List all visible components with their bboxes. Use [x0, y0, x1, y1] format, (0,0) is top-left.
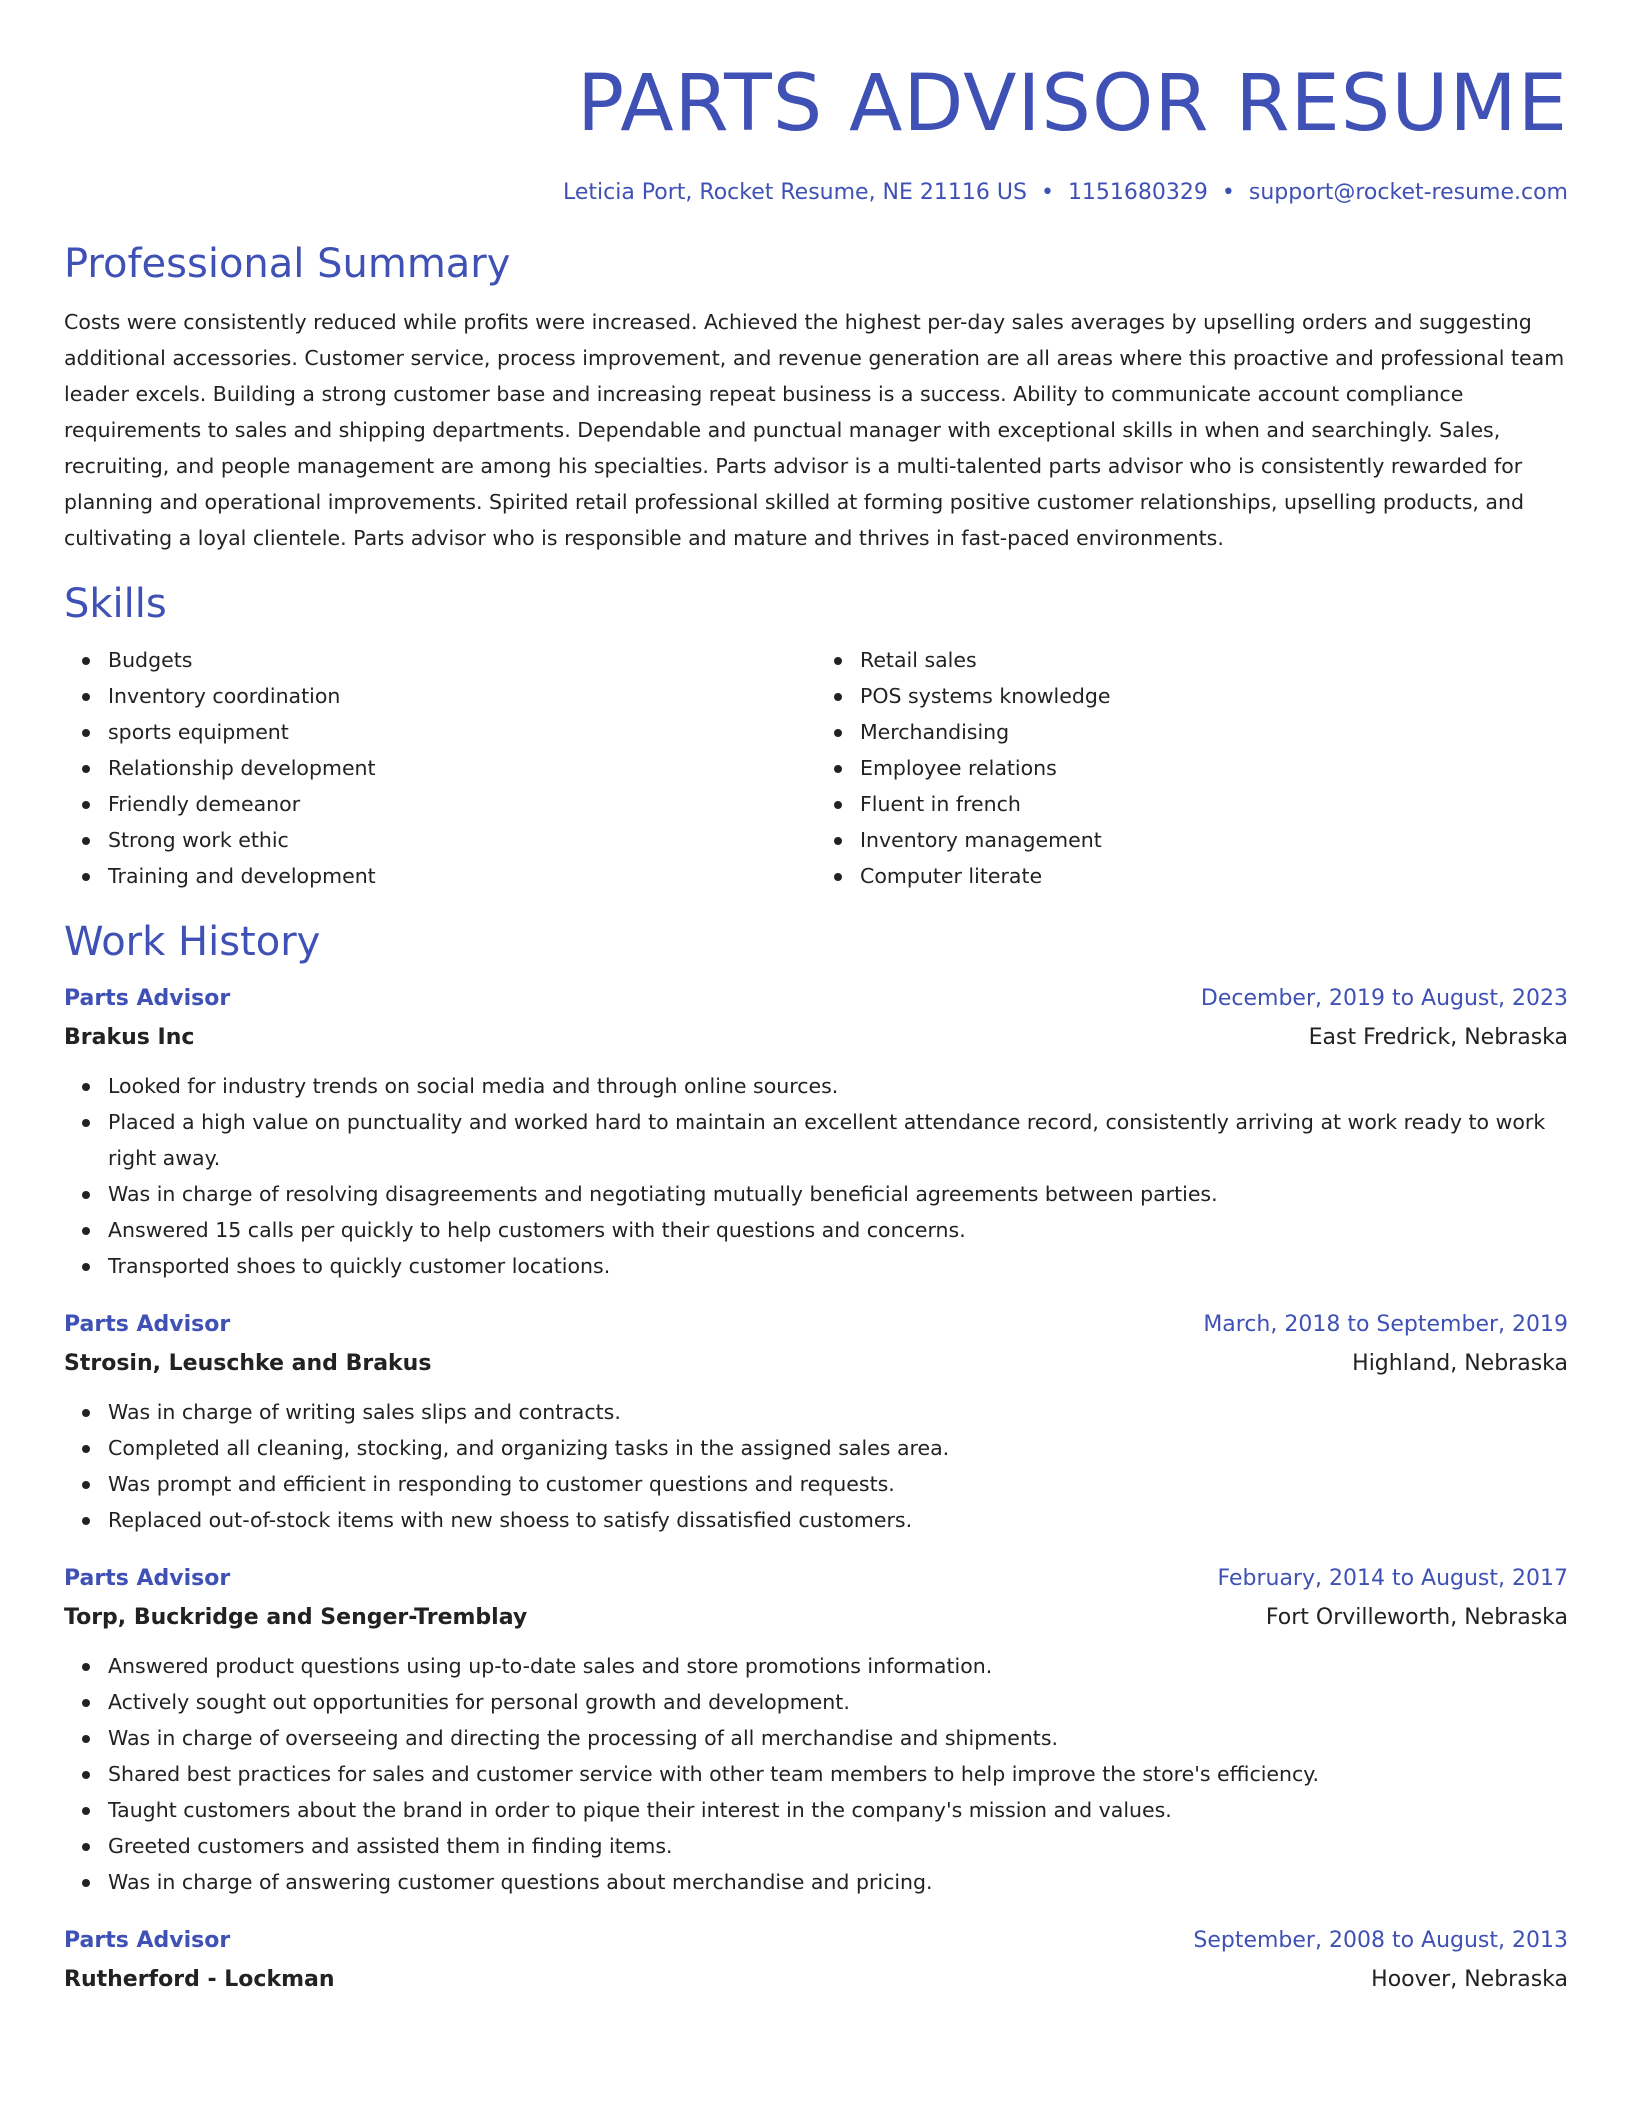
- job-dates: March, 2018 to September, 2019: [1203, 1312, 1568, 1337]
- skill-item: Merchandising: [860, 714, 1568, 750]
- job-location: East Fredrick, Nebraska: [1308, 1025, 1568, 1050]
- job-company-row: [64, 1344, 1568, 1384]
- job-title: Parts Advisor: [64, 1928, 231, 1953]
- job-bullets: [64, 1648, 1568, 1900]
- job-bullets: [64, 1394, 1568, 1538]
- job-company: Rutherford - Lockman: [64, 1967, 335, 1992]
- job-dates: December, 2019 to August, 2023: [1200, 986, 1568, 1011]
- job-bullet: Greeted customers and assisted them in finding items.: [108, 1828, 1568, 1864]
- job-entry: [64, 1560, 1568, 1900]
- job-bullet: Actively sought out opportunities for personal growth and development.: [108, 1684, 1568, 1720]
- job-dates: September, 2008 to August, 2013: [1193, 1928, 1568, 1953]
- contact-line: [64, 178, 1568, 208]
- contact-phone: 1151680329: [1067, 180, 1208, 205]
- job-bullet: Was in charge of writing sales slips and contracts.: [108, 1394, 1568, 1430]
- skill-item: Retail sales: [860, 642, 1568, 678]
- job-bullet: Was in charge of resolving disagreements and negotiating mutually beneficial agreements between parties.: [108, 1176, 1568, 1212]
- job-bullet: Was prompt and efficient in responding to customer questions and requests.: [108, 1466, 1568, 1502]
- job-company: Brakus Inc: [64, 1025, 195, 1050]
- skill-item: Inventory management: [860, 822, 1568, 858]
- skills-heading: Skills: [64, 581, 167, 627]
- job-location: Highland, Nebraska: [1352, 1351, 1568, 1376]
- job-bullet: Replaced out-of-stock items with new shoess to satisfy dissatisfied customers.: [108, 1502, 1568, 1538]
- summary-heading: Professional Summary: [64, 241, 511, 287]
- skill-item: Relationship development: [108, 750, 816, 786]
- job-location: Fort Orvilleworth, Nebraska: [1265, 1605, 1568, 1630]
- resume-title: PARTS ADVISOR RESUME: [577, 59, 1568, 149]
- job-bullet: Completed all cleaning, stocking, and organizing tasks in the assigned sales area.: [108, 1430, 1568, 1466]
- job-bullet: Shared best practices for sales and customer service with other team members to help improve the store's efficiency.: [108, 1756, 1568, 1792]
- job-bullet: Answered product questions using up-to-date sales and store promotions information.: [108, 1648, 1568, 1684]
- skill-item: Computer literate: [860, 858, 1568, 894]
- skill-item: Inventory coordination: [108, 678, 816, 714]
- contact-address: Leticia Port, Rocket Resume, NE 21116 US: [562, 180, 1027, 205]
- work-history-heading: Work History: [64, 919, 321, 965]
- skills-list-left: [64, 642, 816, 894]
- job-company-row: [64, 1018, 1568, 1058]
- job-entry: [64, 1306, 1568, 1538]
- job-bullet: Taught customers about the brand in order to pique their interest in the company's mission and values.: [108, 1792, 1568, 1828]
- job-header-row: [64, 1922, 1568, 1960]
- skill-item: Fluent in french: [860, 786, 1568, 822]
- job-dates: February, 2014 to August, 2017: [1217, 1566, 1568, 1591]
- skill-item: Strong work ethic: [108, 822, 816, 858]
- job-entry: [64, 980, 1568, 1284]
- skill-item: POS systems knowledge: [860, 678, 1568, 714]
- job-bullet: Transported shoes to quickly customer locations.: [108, 1248, 1568, 1284]
- skills-list-right: [816, 642, 1568, 894]
- job-company-row: [64, 1960, 1568, 2000]
- job-company: Strosin, Leuschke and Brakus: [64, 1351, 432, 1376]
- skill-item: Employee relations: [860, 750, 1568, 786]
- job-title: Parts Advisor: [64, 1312, 231, 1337]
- job-title: Parts Advisor: [64, 986, 231, 1011]
- job-bullet: Was in charge of answering customer questions about merchandise and pricing.: [108, 1864, 1568, 1900]
- job-company-row: [64, 1598, 1568, 1638]
- skill-item: sports equipment: [108, 714, 816, 750]
- job-company: Torp, Buckridge and Senger-Tremblay: [64, 1605, 528, 1630]
- skill-item: Training and development: [108, 858, 816, 894]
- job-bullet: Placed a high value on punctuality and worked hard to maintain an excellent attendance record, consistently arriving at work ready to work right away.: [108, 1104, 1568, 1176]
- job-header-row: [64, 980, 1568, 1018]
- contact-email: support@rocket-resume.com: [1248, 180, 1568, 205]
- job-bullets: [64, 1068, 1568, 1284]
- contact-separator: •: [1040, 180, 1054, 205]
- skill-item: Budgets: [108, 642, 816, 678]
- job-header-row: [64, 1560, 1568, 1598]
- skills-grid: [64, 642, 1568, 894]
- skill-item: Friendly demeanor: [108, 786, 816, 822]
- contact-separator: •: [1221, 180, 1235, 205]
- job-location: Hoover, Nebraska: [1371, 1967, 1568, 1992]
- summary-text: Costs were consistently reduced while profits were increased. Achieved the highest per-day sales averages by upselling orders and suggesting additional accessories. Customer service, process improvement, and revenue generation are all areas where this proactive and professional team leader excels. Building a strong customer base and increasing repeat business is a success. Ability to communicate account compliance requirements to sales and shipping departments. Dependable and punctual manager with exceptional skills in when and searchingly. Sales, recruiting, and people management are among his specialties. Parts advisor is a multi-talented parts advisor who is consistently rewarded for planning and operational improvements. Spirited retail professional skilled at forming positive customer relationships, upselling products, and cultivating a loyal clientele. Parts advisor who is responsible and mature and thrives in fast-paced environments.: [64, 310, 1565, 550]
- job-bullet: Looked for industry trends on social media and through online sources.: [108, 1068, 1568, 1104]
- job-bullet: Was in charge of overseeing and directing the processing of all merchandise and shipments.: [108, 1720, 1568, 1756]
- job-entry: [64, 1922, 1568, 2000]
- job-bullet: Answered 15 calls per quickly to help customers with their questions and concerns.: [108, 1212, 1568, 1248]
- job-title: Parts Advisor: [64, 1566, 231, 1591]
- job-header-row: [64, 1306, 1568, 1344]
- resume-header: [64, 56, 1568, 208]
